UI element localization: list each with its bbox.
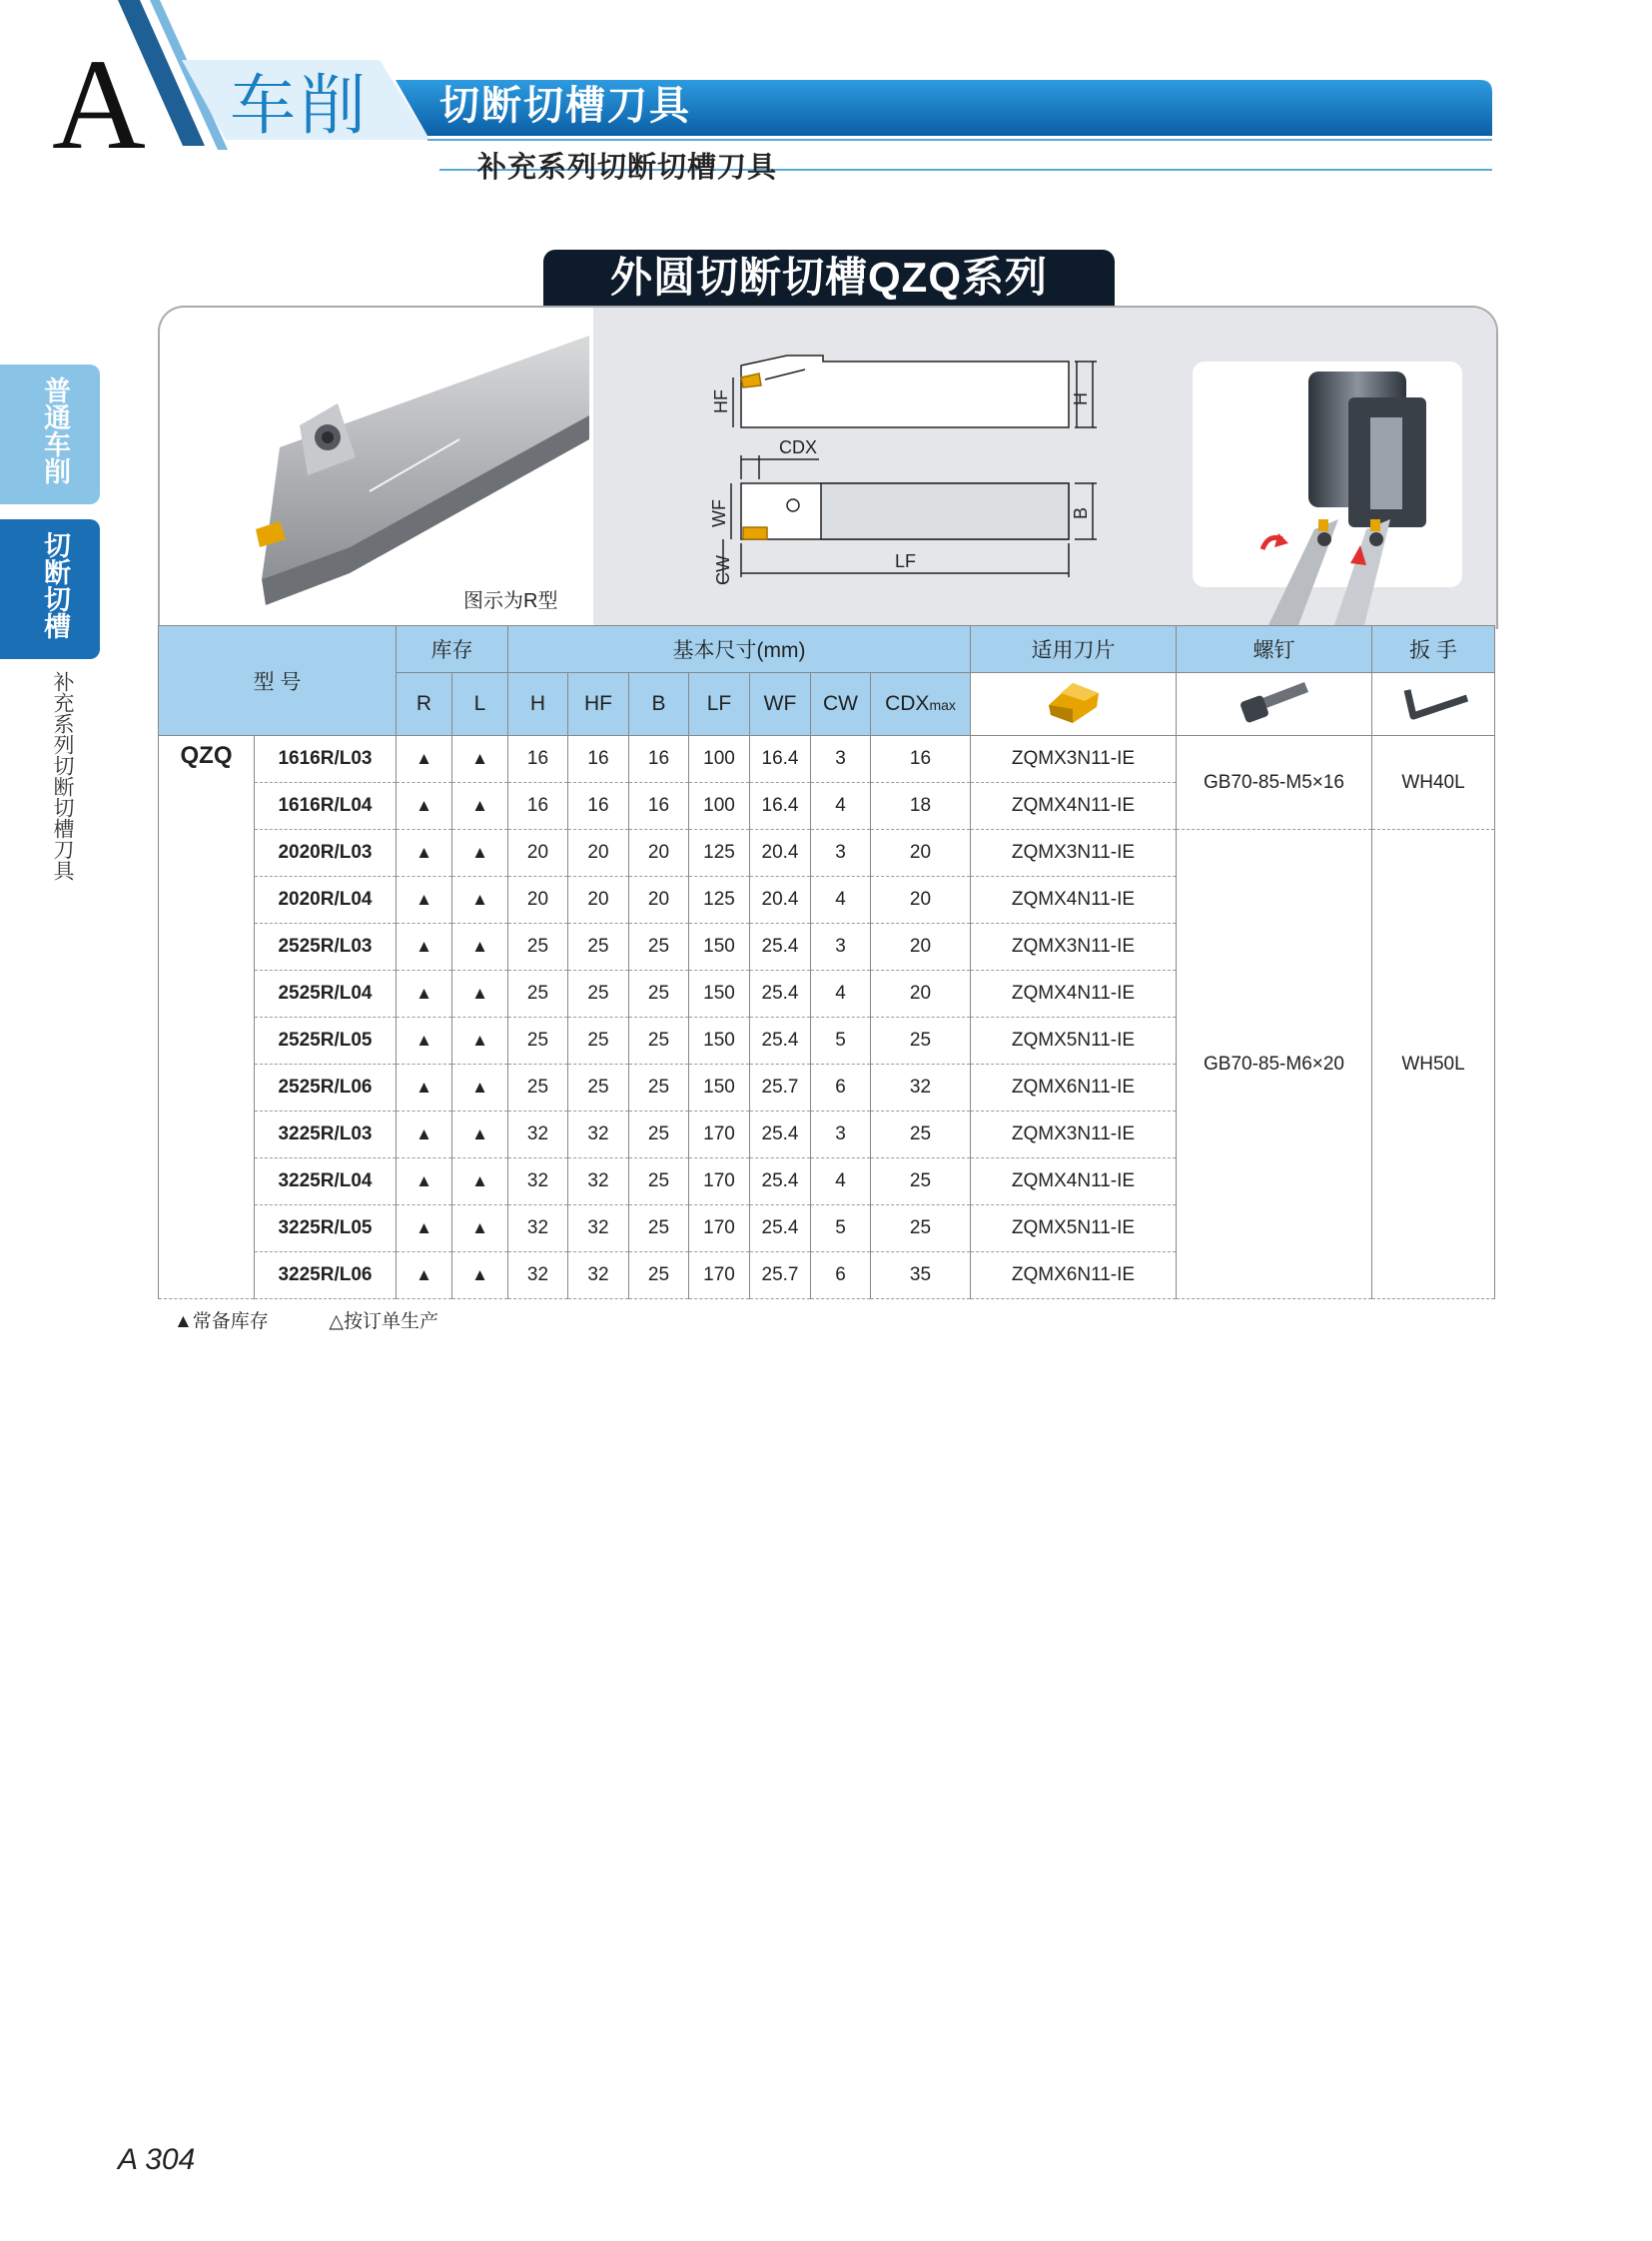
b-cell: 16 <box>629 736 689 783</box>
h-cell: 16 <box>508 736 568 783</box>
stock-l-cell: ▲ <box>452 924 508 971</box>
dim-label-lf: LF <box>895 551 917 571</box>
hf-cell: 25 <box>568 1018 629 1065</box>
insert-image-cell <box>971 673 1177 736</box>
wf-cell: 25.7 <box>750 1252 811 1299</box>
lf-cell: 150 <box>689 924 750 971</box>
b-cell: 25 <box>629 1065 689 1112</box>
header-insert: 适用刀片 <box>971 626 1177 673</box>
tool-holder-image <box>256 336 589 605</box>
model-cell: 3225R/L06 <box>255 1252 397 1299</box>
header-wf: WF <box>750 673 811 736</box>
h-cell: 20 <box>508 830 568 877</box>
b-cell: 16 <box>629 783 689 830</box>
screw-image-cell <box>1177 673 1372 736</box>
header-cdx-label: CDX <box>885 692 930 715</box>
stock-l-cell: ▲ <box>452 877 508 924</box>
insert-icon <box>1370 519 1380 531</box>
screw-hole-icon <box>1317 532 1331 546</box>
cw-cell: 6 <box>811 1065 871 1112</box>
header-l: L <box>452 673 508 736</box>
cw-cell: 3 <box>811 1112 871 1158</box>
section-title: 切断切槽刀具 <box>439 84 691 128</box>
cdx-cell: 20 <box>871 830 971 877</box>
stock-r-cell: ▲ <box>397 1158 452 1205</box>
stock-l-cell: ▲ <box>452 1158 508 1205</box>
insert-cell: ZQMX6N11-IE <box>971 1065 1177 1112</box>
h-cell: 25 <box>508 1018 568 1065</box>
hf-cell: 32 <box>568 1112 629 1158</box>
stock-l-cell: ▲ <box>452 736 508 783</box>
side-tab-cutoff-grooving[interactable] <box>0 519 100 659</box>
hf-cell: 25 <box>568 1065 629 1112</box>
dim-label-hf: HF <box>711 389 731 413</box>
model-cell: 2020R/L03 <box>255 830 397 877</box>
cdx-cell: 20 <box>871 924 971 971</box>
insert-cell: ZQMX4N11-IE <box>971 783 1177 830</box>
stock-r-cell: ▲ <box>397 1065 452 1112</box>
lf-cell: 170 <box>689 1252 750 1299</box>
cdx-cell: 25 <box>871 1018 971 1065</box>
cdx-cell: 25 <box>871 1158 971 1205</box>
header-cw: CW <box>811 673 871 736</box>
b-cell: 25 <box>629 1018 689 1065</box>
b-cell: 25 <box>629 924 689 971</box>
side-tab-normal-turning[interactable] <box>0 365 100 504</box>
hf-cell: 32 <box>568 1252 629 1299</box>
wf-cell: 20.4 <box>750 877 811 924</box>
stock-l-cell: ▲ <box>452 1112 508 1158</box>
stock-r-cell: ▲ <box>397 924 452 971</box>
header-hf: HF <box>568 673 629 736</box>
insert-cell: ZQMX5N11-IE <box>971 1205 1177 1252</box>
cdx-cell: 20 <box>871 877 971 924</box>
lf-cell: 150 <box>689 1065 750 1112</box>
wf-cell: 25.4 <box>750 971 811 1018</box>
cdx-cell: 25 <box>871 1205 971 1252</box>
model-cell: 3225R/L05 <box>255 1205 397 1252</box>
cw-cell: 5 <box>811 1018 871 1065</box>
h-cell: 32 <box>508 1252 568 1299</box>
b-cell: 20 <box>629 830 689 877</box>
header-b: B <box>629 673 689 736</box>
cw-cell: 4 <box>811 971 871 1018</box>
model-cell: 3225R/L04 <box>255 1158 397 1205</box>
stock-l-cell: ▲ <box>452 971 508 1018</box>
cdx-cell: 25 <box>871 1112 971 1158</box>
model-cell: 3225R/L03 <box>255 1112 397 1158</box>
model-cell: 2525R/L05 <box>255 1018 397 1065</box>
b-cell: 20 <box>629 877 689 924</box>
header-wrench: 扳 手 <box>1372 626 1495 673</box>
stock-r-cell: ▲ <box>397 1205 452 1252</box>
dim-label-cdx: CDX <box>779 437 818 457</box>
lf-cell: 150 <box>689 971 750 1018</box>
h-cell: 20 <box>508 877 568 924</box>
hf-cell: 25 <box>568 971 629 1018</box>
header-cdx <box>871 673 971 736</box>
cw-cell: 3 <box>811 736 871 783</box>
wf-cell: 25.4 <box>750 924 811 971</box>
cdx-cell: 18 <box>871 783 971 830</box>
technical-drawing <box>723 356 1097 583</box>
lf-cell: 170 <box>689 1158 750 1205</box>
hf-cell: 16 <box>568 736 629 783</box>
cw-cell: 6 <box>811 1252 871 1299</box>
insert-cell: ZQMX3N11-IE <box>971 924 1177 971</box>
wf-cell: 20.4 <box>750 830 811 877</box>
wrench-cell: WH50L <box>1372 830 1495 1299</box>
b-cell: 25 <box>629 1205 689 1252</box>
insert-cell: ZQMX4N11-IE <box>971 1158 1177 1205</box>
h-cell: 25 <box>508 924 568 971</box>
lf-cell: 170 <box>689 1205 750 1252</box>
header-h: H <box>508 673 568 736</box>
table-row <box>159 830 1495 877</box>
hf-cell: 32 <box>568 1158 629 1205</box>
model-cell: 2525R/L06 <box>255 1065 397 1112</box>
wf-cell: 16.4 <box>750 783 811 830</box>
cw-cell: 4 <box>811 1158 871 1205</box>
header-screw: 螺钉 <box>1177 626 1372 673</box>
lf-cell: 100 <box>689 783 750 830</box>
hf-cell: 16 <box>568 783 629 830</box>
cw-cell: 4 <box>811 783 871 830</box>
chapter-title: 车削 <box>230 68 370 142</box>
insert-cell: ZQMX4N11-IE <box>971 971 1177 1018</box>
stock-l-cell: ▲ <box>452 1065 508 1112</box>
cw-cell: 3 <box>811 830 871 877</box>
h-cell: 32 <box>508 1112 568 1158</box>
header-cdx-max: max <box>929 697 956 713</box>
model-cell: 2525R/L04 <box>255 971 397 1018</box>
cw-cell: 3 <box>811 924 871 971</box>
h-cell: 25 <box>508 971 568 1018</box>
model-cell: 2525R/L03 <box>255 924 397 971</box>
insert-cell: ZQMX3N11-IE <box>971 1112 1177 1158</box>
insert-icon <box>743 527 767 539</box>
series-cell: QZQ <box>159 736 255 1299</box>
wf-cell: 25.4 <box>750 1158 811 1205</box>
hf-cell: 20 <box>568 830 629 877</box>
insert-cell: ZQMX3N11-IE <box>971 736 1177 783</box>
lf-cell: 170 <box>689 1112 750 1158</box>
dim-label-wf: WF <box>709 499 729 527</box>
b-cell: 25 <box>629 971 689 1018</box>
stock-l-cell: ▲ <box>452 830 508 877</box>
h-cell: 25 <box>508 1065 568 1112</box>
insert-icon <box>1039 675 1109 727</box>
header-dimensions: 基本尺寸(mm) <box>508 626 971 673</box>
cdx-cell: 20 <box>871 971 971 1018</box>
stock-l-cell: ▲ <box>452 1252 508 1299</box>
side-tab-normal-turning-label: 普通车削 <box>40 376 70 484</box>
footnote-made-to-order: △按订单生产 <box>329 1311 438 1332</box>
model-cell: 1616R/L03 <box>255 736 397 783</box>
stock-r-cell: ▲ <box>397 971 452 1018</box>
insert-icon <box>1318 519 1328 531</box>
h-cell: 32 <box>508 1205 568 1252</box>
lf-cell: 100 <box>689 736 750 783</box>
stock-r-cell: ▲ <box>397 1018 452 1065</box>
insert-cell: ZQMX4N11-IE <box>971 877 1177 924</box>
stock-r-cell: ▲ <box>397 1112 452 1158</box>
stock-r-cell: ▲ <box>397 877 452 924</box>
machining-photo <box>1193 362 1462 625</box>
header-r: R <box>397 673 452 736</box>
wf-cell: 25.4 <box>750 1205 811 1252</box>
cdx-cell: 35 <box>871 1252 971 1299</box>
screw-icon <box>1235 676 1314 726</box>
lf-cell: 150 <box>689 1018 750 1065</box>
hf-cell: 32 <box>568 1205 629 1252</box>
cw-cell: 5 <box>811 1205 871 1252</box>
cdx-cell: 16 <box>871 736 971 783</box>
page-number: A 304 <box>118 2143 196 2176</box>
wf-cell: 25.7 <box>750 1065 811 1112</box>
stock-r-cell: ▲ <box>397 783 452 830</box>
screw-cell: GB70-85-M5×16 <box>1177 736 1372 830</box>
series-title: 外圆切断切槽QZQ系列 <box>543 250 1115 306</box>
dim-label-cw: CW <box>713 555 733 585</box>
insert-cell: ZQMX3N11-IE <box>971 830 1177 877</box>
footnote-standard-stock: ▲常备库存 <box>174 1311 269 1332</box>
stock-l-cell: ▲ <box>452 1018 508 1065</box>
cdx-cell: 32 <box>871 1065 971 1112</box>
stock-r-cell: ▲ <box>397 1252 452 1299</box>
h-cell: 32 <box>508 1158 568 1205</box>
wrench-cell: WH40L <box>1372 736 1495 830</box>
table-row <box>159 736 1495 783</box>
wf-cell: 25.4 <box>750 1018 811 1065</box>
image-panel <box>158 306 1498 629</box>
hex-wrench-icon <box>1393 676 1473 726</box>
header-stock: 库存 <box>397 626 508 673</box>
product-table <box>158 625 1495 1299</box>
hf-cell: 20 <box>568 877 629 924</box>
screw-hole-icon <box>1369 532 1383 546</box>
side-tab-cutoff-grooving-label: 切断切槽 <box>40 531 70 639</box>
side-vertical-label: 补充系列切断切槽刀具 <box>51 671 74 881</box>
wrench-image-cell <box>1372 673 1495 736</box>
cw-cell: 4 <box>811 877 871 924</box>
dim-label-b: B <box>1071 506 1091 519</box>
header-lf: LF <box>689 673 750 736</box>
stock-r-cell: ▲ <box>397 736 452 783</box>
lf-cell: 125 <box>689 877 750 924</box>
insert-cell: ZQMX6N11-IE <box>971 1252 1177 1299</box>
sub-title: 补充系列切断切槽刀具 <box>477 152 778 184</box>
insert-cell: ZQMX5N11-IE <box>971 1018 1177 1065</box>
header-model: 型 号 <box>159 626 397 736</box>
stock-l-cell: ▲ <box>452 783 508 830</box>
wf-cell: 16.4 <box>750 736 811 783</box>
wf-cell: 25.4 <box>750 1112 811 1158</box>
b-cell: 25 <box>629 1252 689 1299</box>
model-cell: 1616R/L04 <box>255 783 397 830</box>
b-cell: 25 <box>629 1158 689 1205</box>
model-cell: 2020R/L04 <box>255 877 397 924</box>
dim-label-h: H <box>1071 392 1091 405</box>
b-cell: 25 <box>629 1112 689 1158</box>
stock-r-cell: ▲ <box>397 830 452 877</box>
hf-cell: 25 <box>568 924 629 971</box>
h-cell: 16 <box>508 783 568 830</box>
lf-cell: 125 <box>689 830 750 877</box>
r-type-note: 图示为R型 <box>463 590 558 612</box>
screw-cell: GB70-85-M6×20 <box>1177 830 1372 1299</box>
footnote <box>174 1306 438 1333</box>
chapter-letter: A <box>52 33 146 177</box>
stock-l-cell: ▲ <box>452 1205 508 1252</box>
